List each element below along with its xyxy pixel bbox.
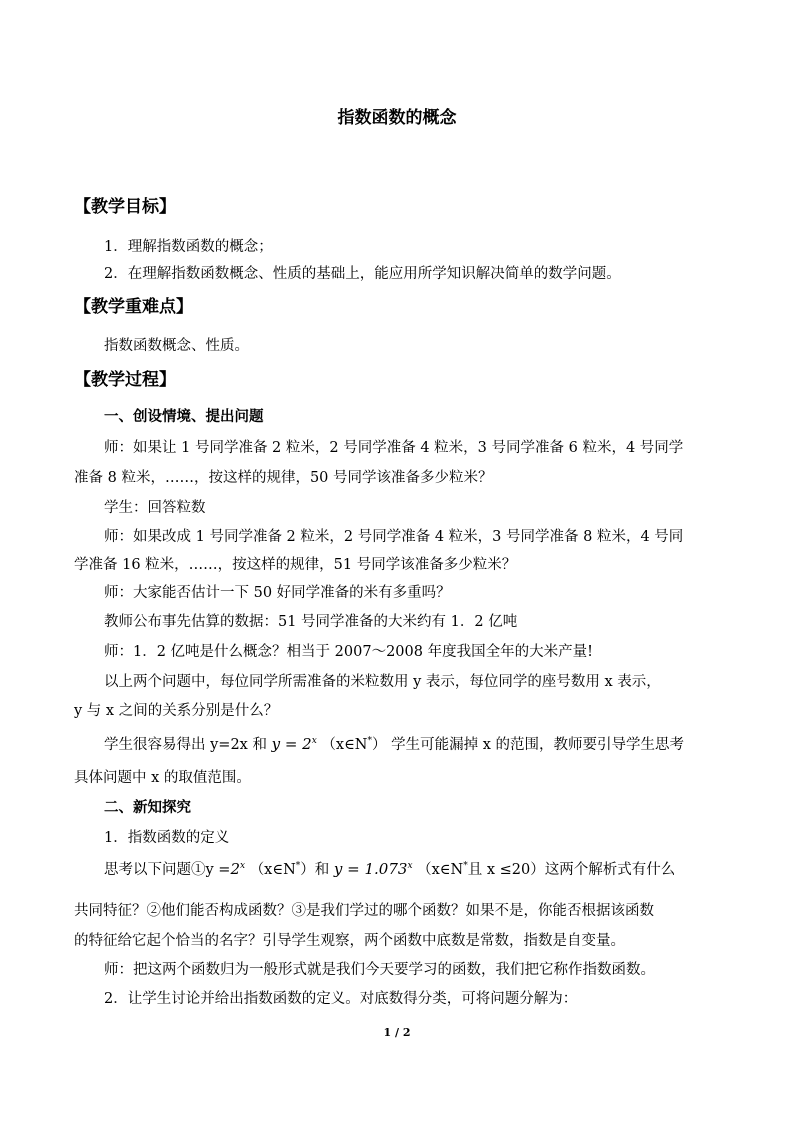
s2-question-b: 共同特征？②他们能否构成函数？③是我们学过的哪个函数？如果不是，你能否根据该函数 xyxy=(74,903,654,919)
s2-question-c: 的特征给它起个恰当的名字？引导学生观察，两个函数中底数是常数，指数是自变量。 xyxy=(74,933,625,949)
heading-goals: 【教学目标】 xyxy=(74,197,176,217)
formula-1073x: $y = 1.073^x$ xyxy=(333,860,413,878)
heading-keypoints: 【教学重难点】 xyxy=(74,297,193,317)
goal-2: 2．在理解指数函数概念、性质的基础上，能应用所学知识解决简单的数学问题。 xyxy=(104,266,621,282)
formula-2x: 2$^x$ xyxy=(230,860,246,878)
formula-y-2x: $y = 2^x$ xyxy=(271,735,317,753)
s1-paragraph-3b: 学准备 16 粒米，……，按这样的规律，51 号同学该准备多少粒米？ xyxy=(74,557,517,573)
s1-p8-condition: （x∈N*） xyxy=(321,736,387,753)
s1-paragraph-7b: y 与 x 之间的关系分别是什么？ xyxy=(74,703,279,719)
page-title: 指数函数的概念 xyxy=(337,108,457,128)
s2-subtitle-1: 1．指数函数的定义 xyxy=(104,830,230,846)
page-number: 1 / 2 xyxy=(383,1026,411,1039)
s1-paragraph-8a xyxy=(104,733,684,754)
keypoint-text: 指数函数概念、性质。 xyxy=(104,338,249,354)
section-1-title: 一、创设情境、提出问题 xyxy=(104,409,264,425)
s1-paragraph-6: 师：1．2 亿吨是什么概念？相当于 2007～2008 年度我国全年的大米产量! xyxy=(104,644,593,660)
s1-p8-pre: 学生很容易得出 y=2x 和 xyxy=(104,737,267,753)
s1-paragraph-1b: 准备 8 粒米，……，按这样的规律，50 号同学该准备多少粒米？ xyxy=(74,470,493,486)
s2-condition-2: （x∈N*且 x ≤20） xyxy=(417,861,545,878)
s2-subtitle-2: 2．让学生讨论并给出指数函数的定义。对底数得分类，可将问题分解为： xyxy=(104,991,578,1007)
s1-paragraph-7a: 以上两个问题中，每位同学所需准备的米粒数用 y 表示，每位同学的座号数用 x 表示， xyxy=(104,674,661,690)
s2-condition-1: （x∈N*）和 xyxy=(249,861,330,878)
s1-paragraph-8b: 具体问题中 x 的取值范围。 xyxy=(74,770,251,786)
s2-teacher-line: 师：把这两个函数归为一般形式就是我们今天要学习的函数，我们把它称作指数函数。 xyxy=(104,962,655,978)
s1-paragraph-2: 学生：回答粒数 xyxy=(104,500,206,516)
s1-paragraph-3a: 师：如果改成 1 号同学准备 2 粒米，2 号同学准备 4 粒米，3 号同学准备 8 粒米，4 号同 xyxy=(104,529,684,545)
heading-process: 【教学过程】 xyxy=(74,370,176,390)
s2-question-a: 思考以下问题①y $=2^x$ （x∈N*）和 $y = 1.073^x$ （x∈N*且 x ≤20）这两个解析式有什么 xyxy=(104,860,676,878)
s1-paragraph-4: 师：大家能否估计一下 50 好同学准备的米有多重吗？ xyxy=(104,585,451,601)
section-2-title: 二、新知探究 xyxy=(104,800,191,816)
s1-p8-post: 学生可能漏掉 x 的范围，教师要引导学生思考 xyxy=(391,737,685,753)
s1-paragraph-5: 教师公布事先估算的数据：51 号同学准备的大米约有 1．2 亿吨 xyxy=(104,614,518,630)
s1-paragraph-1a: 师：如果让 1 号同学准备 2 粒米，2 号同学准备 4 粒米，3 号同学准备 6 粒米，4 号同学 xyxy=(104,440,684,456)
goal-1: 1．理解指数函数的概念； xyxy=(104,239,273,255)
